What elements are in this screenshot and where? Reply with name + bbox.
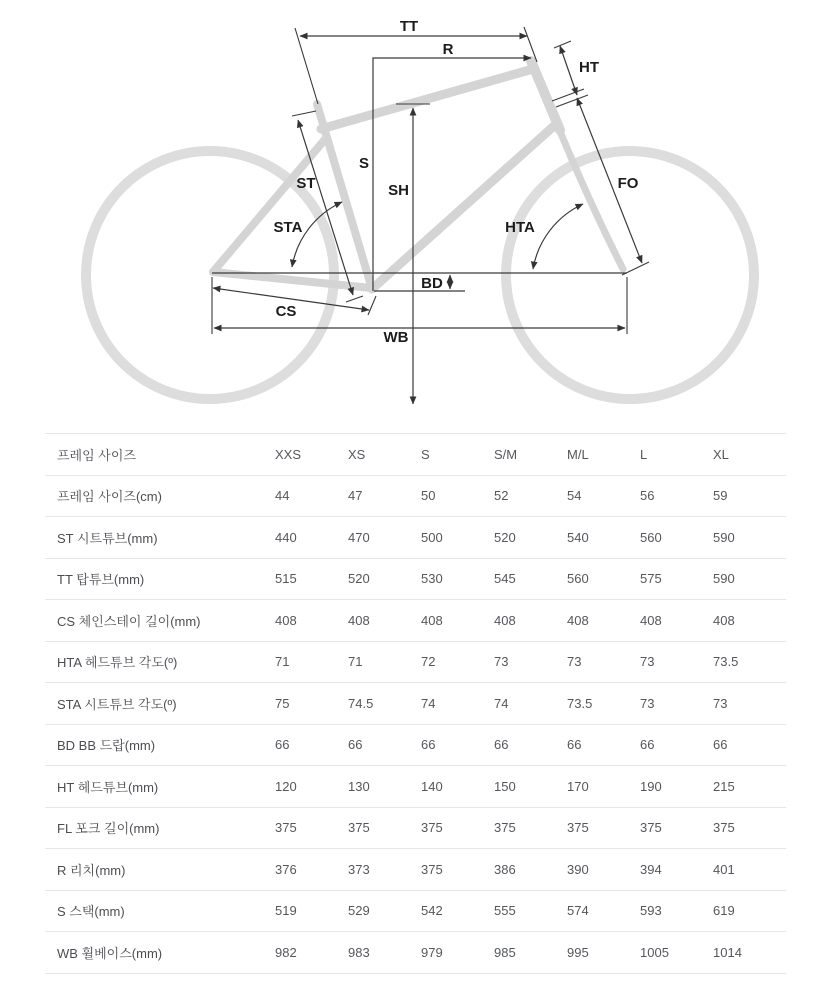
row-value: 985: [494, 944, 516, 960]
row-value: 375: [275, 820, 297, 836]
size-column-header: L: [640, 446, 648, 462]
row-value: 150: [494, 778, 516, 794]
row-value: 373: [348, 861, 370, 877]
table-row: [45, 476, 786, 518]
row-value: 519: [275, 903, 297, 919]
row-value: 66: [421, 737, 436, 753]
ht-label: HT: [579, 59, 599, 76]
bike-frame-diagram: [0, 0, 822, 433]
row-value: 560: [640, 529, 662, 545]
row-value: 408: [494, 612, 516, 628]
row-value: 590: [713, 529, 735, 545]
row-value: 995: [567, 944, 589, 960]
table-row: [45, 559, 786, 601]
row-value: 59: [713, 488, 728, 504]
chain-stay: [213, 272, 371, 288]
sta-label: STA: [273, 219, 303, 236]
row-value: 590: [713, 571, 735, 587]
row-label: TT 탑튜브(mm): [57, 572, 145, 588]
row-value: 401: [713, 861, 735, 877]
row-value: 375: [494, 820, 516, 836]
row-value: 74.5: [348, 695, 374, 711]
row-value: 979: [421, 944, 443, 960]
bd-label: BD: [421, 275, 443, 292]
row-value: 408: [567, 612, 589, 628]
row-value: 66: [275, 737, 290, 753]
table-row: [45, 766, 786, 808]
hta-angle-arc: [533, 204, 583, 269]
table-header-label: 프레임 사이즈: [57, 447, 136, 463]
tt-label: TT: [399, 18, 419, 35]
table-row: [45, 683, 786, 725]
row-value: 560: [567, 571, 589, 587]
row-value: 130: [348, 778, 370, 794]
row-value: 74: [421, 695, 436, 711]
row-value: 408: [348, 612, 370, 628]
row-label: ST 시트튜브(mm): [57, 530, 158, 546]
size-column-header: XL: [713, 446, 729, 462]
row-value: 555: [494, 903, 516, 919]
st-top-tick: [292, 111, 316, 116]
row-label: S 스택(mm): [57, 904, 125, 920]
wheels: [86, 151, 754, 399]
row-value: 375: [640, 820, 662, 836]
row-value: 73: [640, 695, 655, 711]
row-value: 390: [567, 861, 589, 877]
ht-top-tick: [554, 41, 571, 48]
sh-label: SH: [388, 182, 409, 199]
row-label: WB 휠베이스(mm): [57, 945, 163, 961]
row-value: 408: [713, 612, 735, 628]
row-value: 66: [348, 737, 363, 753]
row-value: 66: [567, 737, 582, 753]
top-tube: [321, 69, 533, 129]
row-value: 593: [640, 903, 662, 919]
row-value: 982: [275, 944, 297, 960]
row-value: 50: [421, 488, 436, 504]
row-value: 54: [567, 488, 582, 504]
row-value: 66: [494, 737, 509, 753]
row-value: 408: [640, 612, 662, 628]
cs-label: CS: [275, 303, 297, 320]
row-value: 408: [421, 612, 443, 628]
row-value: 170: [567, 778, 589, 794]
table-row: [45, 517, 786, 559]
row-value: 376: [275, 861, 297, 877]
row-value: 215: [713, 778, 735, 794]
table-row: [45, 891, 786, 933]
size-column-header: S/M: [494, 446, 518, 462]
row-label: BD BB 드랍(mm): [57, 738, 156, 754]
row-value: 542: [421, 903, 443, 919]
geometry-diagram: [0, 0, 822, 433]
row-value: 983: [348, 944, 370, 960]
row-label: CS 체인스테이 길이(mm): [57, 613, 201, 629]
row-value: 540: [567, 529, 589, 545]
row-value: 520: [348, 571, 370, 587]
row-value: 52: [494, 488, 509, 504]
table-row: [45, 932, 786, 974]
row-value: 545: [494, 571, 516, 587]
table-row: [45, 600, 786, 642]
st-label: ST: [296, 175, 316, 192]
row-value: 73: [640, 654, 655, 670]
row-value: 575: [640, 571, 662, 587]
size-column-header: S: [421, 446, 430, 462]
row-value: 120: [275, 778, 297, 794]
row-value: 66: [640, 737, 655, 753]
row-value: 375: [713, 820, 735, 836]
tt-left-extension: [295, 28, 318, 104]
row-value: 190: [640, 778, 662, 794]
row-value: 530: [421, 571, 443, 587]
row-label: FL 포크 길이(mm): [57, 821, 160, 837]
row-label: R 리치(mm): [57, 862, 126, 878]
row-value: 75: [275, 695, 290, 711]
row-value: 500: [421, 529, 443, 545]
dimension-lines: [212, 27, 649, 404]
row-value: 73: [494, 654, 509, 670]
table-header-row: [45, 434, 786, 476]
row-value: 375: [567, 820, 589, 836]
ht-slash-1: [552, 89, 584, 101]
row-label: HTA 헤드튜브 각도(º): [57, 655, 178, 671]
row-value: 73.5: [713, 654, 739, 670]
size-column-header: XXS: [275, 446, 302, 462]
row-value: 394: [640, 861, 662, 877]
row-label: STA 시트튜브 각도(º): [57, 696, 177, 712]
row-label: HT 헤드튜브(mm): [57, 779, 159, 795]
row-value: 140: [421, 778, 443, 794]
row-value: 72: [421, 654, 436, 670]
row-value: 71: [275, 654, 290, 670]
row-value: 73: [567, 654, 582, 670]
row-value: 515: [275, 571, 297, 587]
row-value: 1005: [640, 944, 669, 960]
row-value: 408: [275, 612, 297, 628]
ht-dim-line: [560, 46, 577, 95]
row-value: 375: [348, 820, 370, 836]
size-column-header: M/L: [567, 446, 589, 462]
row-value: 375: [421, 820, 443, 836]
row-value: 44: [275, 488, 290, 504]
table-row: [45, 808, 786, 850]
row-value: 520: [494, 529, 516, 545]
row-value: 574: [567, 903, 589, 919]
s-label: S: [358, 155, 369, 172]
row-value: 1014: [713, 944, 742, 960]
row-value: 375: [421, 861, 443, 877]
hta-label: HTA: [505, 219, 535, 236]
wb-label: WB: [383, 329, 409, 346]
size-column-header: XS: [348, 446, 366, 462]
fo-label: FO: [617, 175, 639, 192]
row-value: 74: [494, 695, 509, 711]
row-label: 프레임 사이즈(cm): [57, 489, 162, 505]
ht-slash-2: [556, 95, 588, 107]
geometry-table: [45, 433, 786, 974]
row-value: 71: [348, 654, 363, 670]
table-row: [45, 725, 786, 767]
row-value: 66: [713, 737, 728, 753]
row-value: 529: [348, 903, 370, 919]
row-value: 56: [640, 488, 655, 504]
row-value: 73.5: [567, 695, 593, 711]
row-value: 470: [348, 529, 370, 545]
row-value: 73: [713, 695, 728, 711]
table-row: [45, 642, 786, 684]
table-row: [45, 849, 786, 891]
r-label: R: [442, 41, 454, 58]
row-value: 47: [348, 488, 363, 504]
row-value: 619: [713, 903, 735, 919]
st-bottom-tick: [346, 296, 363, 302]
cs-right-tick: [368, 296, 376, 315]
row-value: 386: [494, 861, 516, 877]
head-tube: [531, 61, 560, 130]
row-value: 440: [275, 529, 297, 545]
